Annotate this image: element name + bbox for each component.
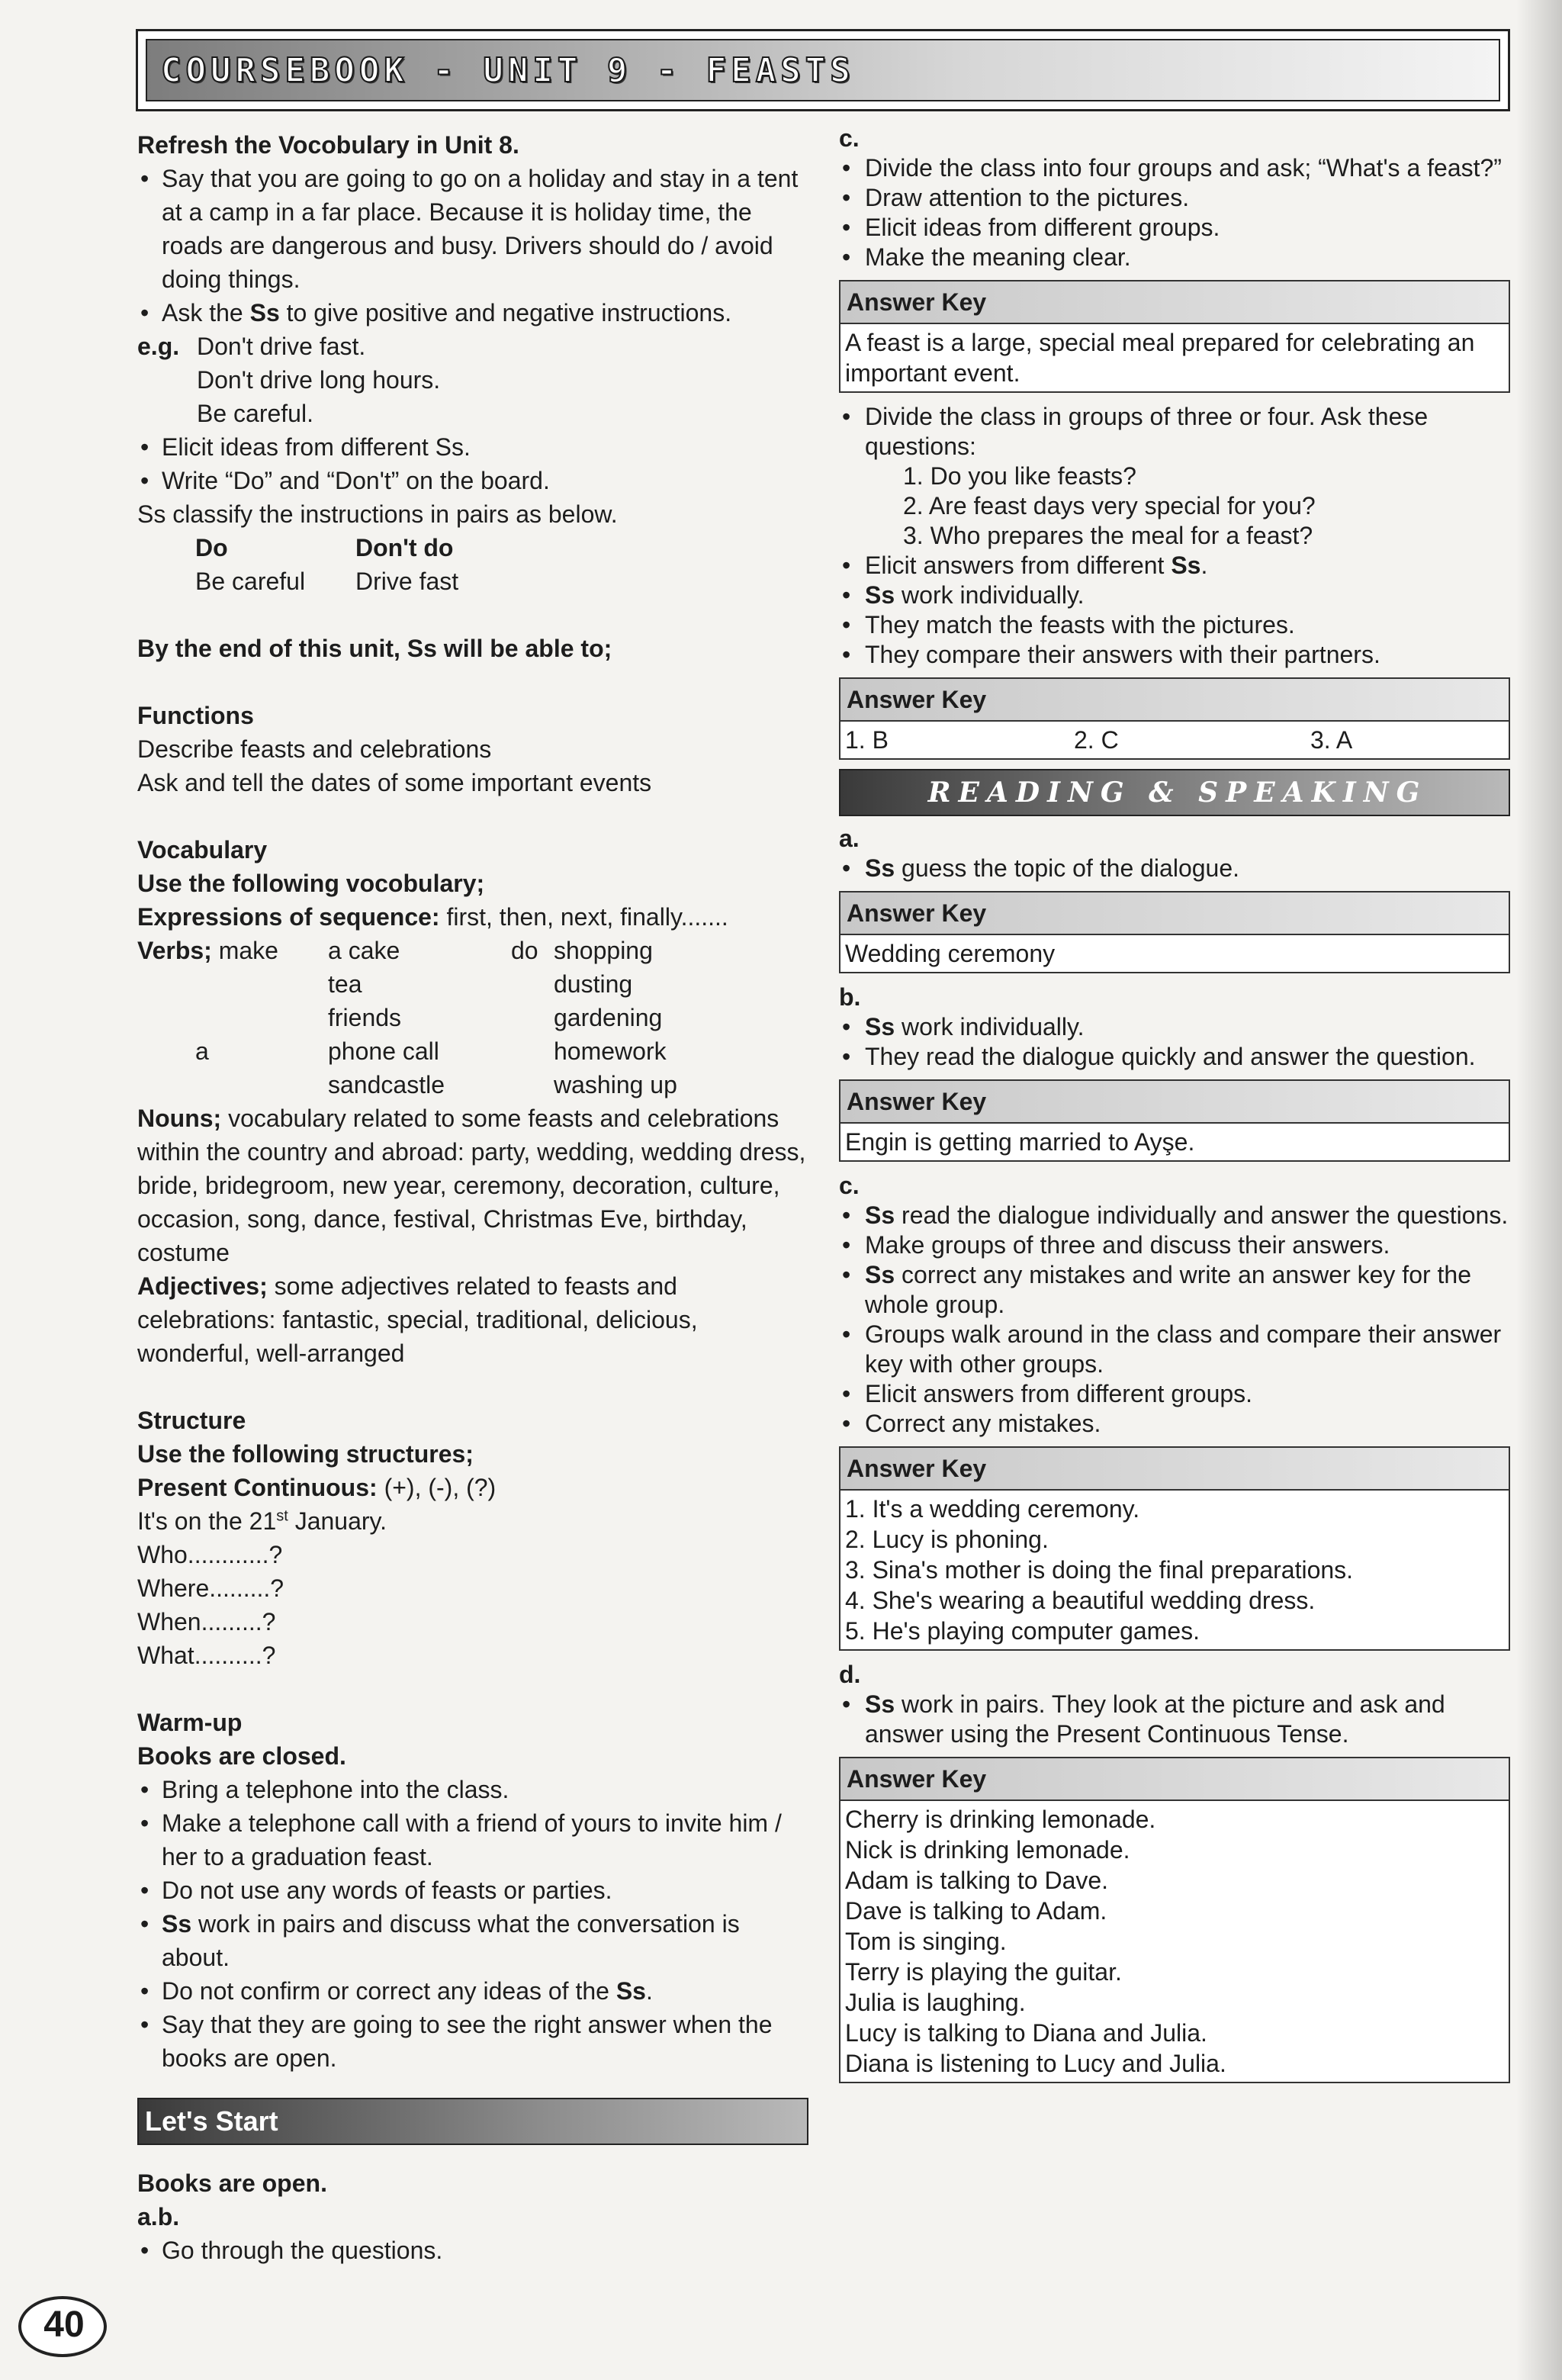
list-item: • Draw attention to the pictures. — [839, 183, 1510, 213]
a-list — [839, 854, 1510, 883]
elicit-text: Elicit answers from different — [865, 552, 1172, 579]
present-line — [137, 1471, 808, 1504]
list-item — [839, 854, 1510, 883]
answer-item: Lucy is talking to Diana and Julia. — [845, 2019, 1207, 2047]
ask-text-post: to give positive and negative instructions. — [279, 299, 732, 326]
do-value: Be careful — [195, 568, 306, 595]
list-item: • Divide the class into four groups and ask; “What's a feast?” — [839, 153, 1510, 183]
ss-abbr: Ss — [865, 581, 895, 609]
c2-text: read the dialogue individually and answer the questions. — [895, 1201, 1509, 1229]
question-item: 2. Are feast days very special for you? — [903, 492, 1316, 519]
do-item: homework — [554, 1037, 667, 1065]
list-item: • Make a telephone call with a friend of yours to invite him / her to a graduation feast. — [137, 1806, 808, 1873]
answer-item: Julia is laughing. — [845, 1989, 1026, 2016]
list-item: • Write “Do” and “Don't” on the board. — [137, 464, 808, 497]
answer-item: Tom is singing. — [845, 1928, 1007, 1955]
ss-abbr: Ss — [615, 1977, 646, 2005]
answer-key-body — [840, 1491, 1509, 1649]
present-text: (+), (-), (?) — [377, 1474, 497, 1501]
do-item: washing up — [554, 1071, 677, 1098]
page-number: 40 — [43, 2304, 85, 2345]
answer-item: 1. B — [845, 726, 889, 754]
adjectives-label: Adjectives; — [137, 1272, 268, 1300]
objectives-title: By the end of this unit, Ss will be able to; — [137, 635, 612, 662]
list-item: • Elicit answers from different groups. — [839, 1379, 1510, 1409]
answer-key-box — [839, 1757, 1510, 2083]
c-label: c. — [839, 124, 860, 152]
expressions-label: Expressions of sequence: — [137, 903, 440, 931]
answer-key-body — [840, 1801, 1509, 2082]
date-post: January. — [288, 1507, 387, 1535]
answer-item: 1. It's a wedding ceremony. — [845, 1495, 1140, 1523]
list-item: • Elicit ideas from different groups. — [839, 213, 1510, 243]
answer-item: Terry is playing the guitar. — [845, 1958, 1122, 1986]
do-dont-table — [137, 531, 808, 598]
refresh-list-2 — [137, 430, 808, 497]
question-item: 3. Who prepares the meal for a feast? — [903, 522, 1313, 549]
nouns-text: vocabulary related to some feasts and celebrations within the country and abroad: party, wedding, wedding dress, bride, bridegroom, new year, ceremony, decoration, culture, occasion, song, dance, festival, Christmas Eve, birthday, costume — [137, 1105, 806, 1266]
structure-use: Use the following structures; — [137, 1440, 474, 1468]
d-text: work in pairs. They look at the picture and ask and answer using the Present Continuous Tense. — [865, 1690, 1445, 1748]
list-item: • Divide the class in groups of three or four. Ask these questions: — [839, 402, 1510, 462]
list-item: • Make the meaning clear. — [839, 243, 1510, 272]
adjectives-paragraph — [137, 1269, 808, 1370]
structure-title: Structure — [137, 1407, 246, 1434]
adjectives-text: some adjectives related to feasts and celebrations: fantastic, special, traditional, delicious, wonderful, well-arranged — [137, 1272, 698, 1367]
answer-item: 3. Sina's mother is doing the final preparations. — [845, 1556, 1354, 1584]
verbs-table — [137, 934, 808, 1102]
list-item: • Say that they are going to see the right answer when the books are open. — [137, 2008, 808, 2075]
question-line: When.........? — [137, 1608, 276, 1635]
c2-label: c. — [839, 1172, 860, 1199]
answer-key-heading: Answer Key — [840, 1758, 1509, 1801]
answer-key-box — [839, 1079, 1510, 1162]
ss-abbr: Ss — [249, 299, 280, 326]
answer-key-body: Engin is getting married to Ayşe. — [845, 1128, 1195, 1156]
books-closed: Books are closed. — [137, 1742, 346, 1770]
answer-item: Cherry is drinking lemonade. — [845, 1806, 1156, 1833]
right-column — [839, 124, 1510, 2092]
warmup-list — [137, 1773, 808, 2075]
expressions-text: first, then, next, finally....... — [439, 903, 728, 931]
books-open: Books are open. — [137, 2169, 327, 2197]
answer-key-body: Wedding ceremony — [845, 940, 1056, 967]
answer-item: Dave is talking to Adam. — [845, 1897, 1107, 1925]
list-item — [137, 1907, 808, 1974]
functions-line: Ask and tell the dates of some important events — [137, 769, 652, 796]
present-label: Present Continuous: — [137, 1474, 378, 1501]
question-line: Who............? — [137, 1541, 283, 1568]
b-list — [839, 1012, 1510, 1072]
warmup-item-text: Do not confirm or correct any ideas of the — [162, 1977, 616, 2005]
list-item — [137, 296, 808, 330]
unit-banner — [136, 29, 1510, 111]
refresh-list — [137, 162, 808, 330]
ss-abbr: Ss — [865, 1261, 895, 1288]
elicit-text: . — [1200, 552, 1208, 579]
verbs-a: a — [195, 1037, 209, 1065]
unit-title: COURSEBOOK - UNIT 9 - FEASTS — [161, 50, 855, 90]
answer-key-body — [840, 722, 1509, 758]
do-item: gardening — [554, 1004, 663, 1031]
list-item: • Make groups of three and discuss their answers. — [839, 1230, 1510, 1260]
left-column — [137, 128, 808, 2267]
list-item: • Elicit ideas from different Ss. — [137, 430, 808, 464]
list-item: • Groups walk around in the class and compare their answer key with other groups. — [839, 1320, 1510, 1379]
answer-key-heading: Answer Key — [840, 679, 1509, 722]
date-pre: It's on the 21 — [137, 1507, 277, 1535]
c-list — [839, 153, 1510, 272]
answer-key-heading: Answer Key — [840, 281, 1509, 324]
question-item: 1. Do you like feasts? — [903, 462, 1136, 490]
answer-item: 5. He's playing computer games. — [845, 1617, 1200, 1645]
c2-text: correct any mistakes and write an answer key for the whole group. — [865, 1261, 1472, 1318]
elicit-text: work individually. — [895, 581, 1085, 609]
unit-banner-inner — [146, 39, 1500, 101]
elicit-list — [839, 551, 1510, 670]
b-text: work individually. — [895, 1013, 1085, 1040]
classify-line: Ss classify the instructions in pairs as below. — [137, 500, 618, 528]
vocabulary-use: Use the following vocobulary; — [137, 870, 485, 897]
list-item — [839, 1690, 1510, 1749]
do-heading: Do — [195, 534, 228, 561]
example-row — [137, 330, 808, 430]
functions-title: Functions — [137, 702, 254, 729]
refresh-title: Refresh the Vocobulary in Unit 8. — [137, 131, 519, 159]
answer-key-heading: Answer Key — [840, 1081, 1509, 1124]
divide-list — [839, 402, 1510, 462]
b-label: b. — [839, 983, 861, 1011]
answer-key-box — [839, 891, 1510, 973]
ss-abbr: Ss — [162, 1910, 192, 1938]
list-item: • Bring a telephone into the class. — [137, 1773, 808, 1806]
verbs-make: make — [211, 937, 278, 964]
ask-text-pre: Ask the — [162, 299, 250, 326]
date-line — [137, 1504, 808, 1538]
eg-label: e.g. — [137, 333, 180, 360]
page-number-badge — [18, 2296, 110, 2357]
answer-item: 3. A — [1310, 726, 1353, 754]
answer-item: Diana is listening to Lucy and Julia. — [845, 2050, 1226, 2077]
list-item: • Correct any mistakes. — [839, 1409, 1510, 1439]
d-list — [839, 1690, 1510, 1749]
answer-key-box — [839, 1446, 1510, 1651]
page-edge-shadow — [1516, 0, 1562, 2380]
answer-item: Adam is talking to Dave. — [845, 1867, 1109, 1894]
nouns-paragraph — [137, 1102, 808, 1269]
d-label: d. — [839, 1661, 861, 1688]
answer-key-box — [839, 677, 1510, 760]
list-item: • Say that you are going to go on a holiday and stay in a tent at a camp in a far place. Because it is holiday time, the roads are dangerous and busy. Drivers should do / avoid doing things. — [137, 162, 808, 296]
c2-list — [839, 1201, 1510, 1439]
dont-heading: Don't do — [355, 534, 454, 561]
answer-key-heading: Answer Key — [840, 892, 1509, 935]
warmup-title: Warm-up — [137, 1709, 243, 1736]
question-line: What..........? — [137, 1642, 276, 1669]
answer-item: 4. She's wearing a beautiful wedding dress. — [845, 1587, 1316, 1614]
list-item: • They compare their answers with their partners. — [839, 640, 1510, 670]
date-sup: st — [276, 1507, 288, 1525]
answer-item: Nick is drinking lemonade. — [845, 1836, 1130, 1864]
ss-abbr: Ss — [1171, 552, 1201, 579]
do-item: shopping — [554, 937, 653, 964]
eg-line: Be careful. — [197, 400, 313, 427]
list-item: • They read the dialogue quickly and answer the question. — [839, 1042, 1510, 1072]
warmup-item-text: . — [645, 1977, 653, 2005]
ss-abbr: Ss — [865, 854, 895, 882]
list-item: • Go through the questions. — [137, 2234, 808, 2267]
ss-abbr: Ss — [865, 1690, 895, 1718]
verbs-label: Verbs; — [137, 937, 212, 964]
dont-value: Drive fast — [355, 568, 459, 595]
functions-line: Describe feasts and celebrations — [137, 735, 492, 763]
reading-speaking-bar: READING & SPEAKING — [839, 769, 1510, 816]
nouns-label: Nouns; — [137, 1105, 222, 1132]
eg-line: Don't drive long hours. — [197, 366, 441, 394]
warmup-item-text: work in pairs and discuss what the conversation is about. — [162, 1910, 740, 1971]
a-text: guess the topic of the dialogue. — [895, 854, 1240, 882]
list-item — [137, 1974, 808, 2008]
list-item: • Do not use any words of feasts or parties. — [137, 1873, 808, 1907]
a-label: a. — [839, 825, 860, 852]
ss-abbr: Ss — [865, 1201, 895, 1229]
answer-item: 2. C — [1074, 726, 1119, 754]
eg-lines — [197, 330, 440, 430]
do-item: dusting — [554, 970, 633, 998]
list-item — [839, 551, 1510, 581]
ab-list — [137, 2234, 808, 2267]
question-line: Where.........? — [137, 1574, 284, 1602]
make-item: sandcastle — [328, 1071, 445, 1098]
answer-key-body: A feast is a large, special meal prepared for celebrating an important event. — [845, 329, 1475, 387]
make-item: tea — [328, 970, 362, 998]
list-item — [839, 1201, 1510, 1230]
answer-item: 2. Lucy is phoning. — [845, 1526, 1049, 1553]
expressions-line — [137, 900, 808, 934]
list-item — [839, 1260, 1510, 1320]
list-item — [839, 1012, 1510, 1042]
list-item — [839, 581, 1510, 610]
make-item: phone call — [328, 1037, 439, 1065]
list-item: • They match the feasts with the pictures. — [839, 610, 1510, 640]
answer-key-heading: Answer Key — [840, 1448, 1509, 1491]
make-item: a cake — [328, 937, 400, 964]
ab-label: a.b. — [137, 2203, 180, 2230]
eg-line: Don't drive fast. — [197, 333, 366, 360]
answer-key-box — [839, 280, 1510, 393]
lets-start-bar: Let's Start — [137, 2098, 808, 2145]
question-list — [839, 462, 1510, 551]
verbs-label-cell — [137, 934, 328, 967]
make-item: friends — [328, 1004, 402, 1031]
verbs-do: do — [511, 937, 538, 964]
vocabulary-title: Vocabulary — [137, 836, 268, 864]
ss-abbr: Ss — [865, 1013, 895, 1040]
